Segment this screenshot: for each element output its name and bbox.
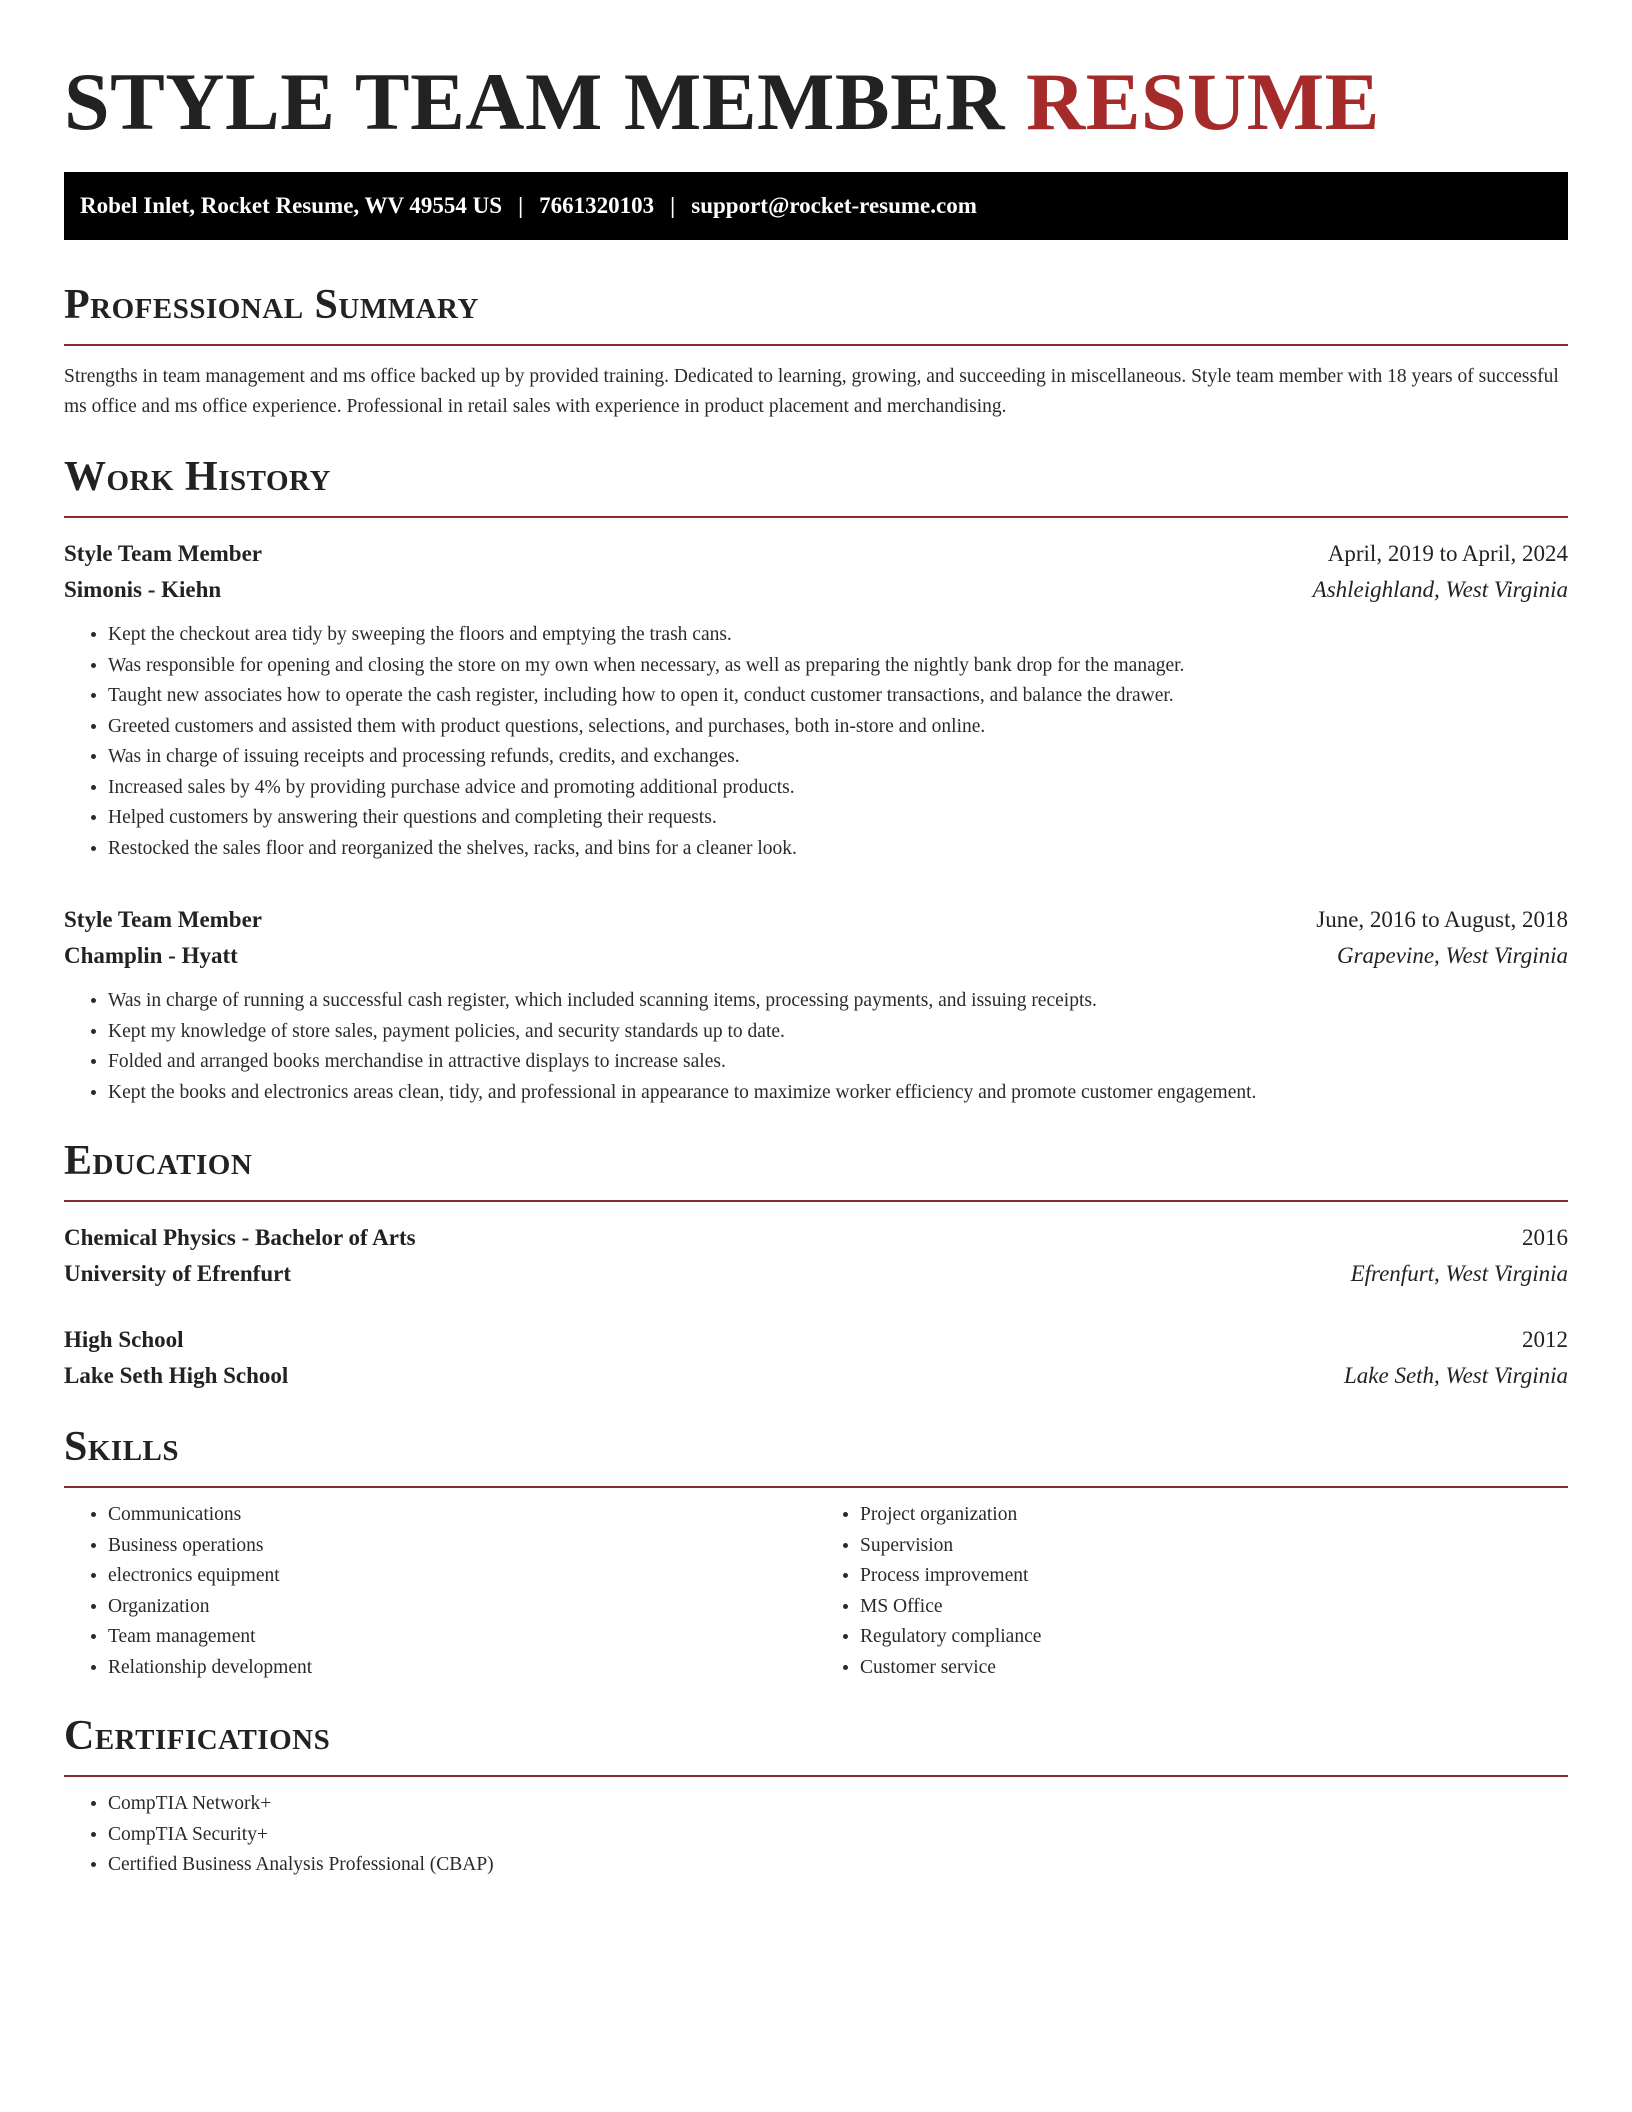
job-company: Champlin - Hyatt — [64, 943, 238, 968]
job-bullet: • Was responsible for opening and closing the store on my own when necessary, as well as preparing the nightly bank drop for the manager. — [108, 651, 1568, 682]
job-bullets — [64, 620, 1568, 864]
job-bullet: • Greeted customers and assisted them with product questions, selections, and purchases, both in-store and online. — [108, 712, 1568, 743]
certification-item: • CompTIA Network+ — [108, 1789, 1568, 1820]
contact-address: Robel Inlet, Rocket Resume, WV 49554 US — [80, 193, 503, 218]
contact-bar — [64, 172, 1568, 240]
education-year: 2012 — [1522, 1327, 1568, 1352]
job-bullet: • Was in charge of issuing receipts and processing refunds, credits, and exchanges. — [108, 742, 1568, 773]
education-location: Efrenfurt, West Virginia — [1350, 1261, 1568, 1286]
contact-separator: | — [670, 193, 676, 218]
job-bullet: • Kept the checkout area tidy by sweeping the floors and emptying the trash cans. — [108, 620, 1568, 651]
skill-item: • Process improvement — [860, 1561, 1568, 1592]
skill-item: • Regulatory compliance — [860, 1622, 1568, 1653]
section-heading: Professional Summary — [64, 282, 479, 328]
job-bullet: • Kept the books and electronics areas clean, tidy, and professional in appearance to maximize worker efficiency and promote customer engagement. — [108, 1078, 1568, 1109]
contact-phone: 7661320103 — [539, 193, 655, 218]
skills-section — [64, 1422, 1568, 1683]
work-history-section — [64, 452, 1568, 1108]
summary-section — [64, 280, 1568, 422]
section-heading: Certifications — [64, 1713, 331, 1759]
section-heading: Education — [64, 1138, 253, 1184]
skill-item: • Organization — [108, 1592, 816, 1623]
skill-item: • electronics equipment — [108, 1561, 816, 1592]
skill-item: • Relationship development — [108, 1653, 816, 1684]
job-bullets — [64, 986, 1568, 1108]
skill-item: • Communications — [108, 1500, 816, 1531]
skills-column-left — [64, 1500, 816, 1683]
section-divider — [64, 516, 1568, 518]
job-dates: April, 2019 to April, 2024 — [1327, 541, 1568, 566]
job-dates: June, 2016 to August, 2018 — [1316, 907, 1568, 932]
title-main: STYLE TEAM MEMBER — [64, 56, 1006, 147]
education-year: 2016 — [1522, 1225, 1568, 1250]
job-title: Style Team Member — [64, 907, 263, 932]
section-divider — [64, 1775, 1568, 1777]
job-bullet: • Increased sales by 4% by providing purchase advice and promoting additional products. — [108, 773, 1568, 804]
section-divider — [64, 344, 1568, 346]
skill-item: • Customer service — [860, 1653, 1568, 1684]
skill-item: • MS Office — [860, 1592, 1568, 1623]
certifications-list — [64, 1789, 1568, 1881]
section-divider — [64, 1486, 1568, 1488]
job-location: Ashleighland, West Virginia — [1312, 577, 1568, 602]
skill-item: • Team management — [108, 1622, 816, 1653]
skill-item: • Project organization — [860, 1500, 1568, 1531]
skills-grid — [64, 1500, 1568, 1683]
job-location: Grapevine, West Virginia — [1336, 943, 1568, 968]
summary-text: Strengths in team management and ms office backed up by provided training. Dedicated to learning, growing, and succeeding in miscellaneous. Style team member with 18 years of successful ms office and ms office experience. Professional in retail sales with experience in product placement and merchandising. — [64, 366, 1559, 417]
contact-separator: | — [518, 193, 524, 218]
job-bullet: • Folded and arranged books merchandise in attractive displays to increase sales. — [108, 1047, 1568, 1078]
job-bullet: • Was in charge of running a successful cash register, which included scanning items, processing payments, and issuing receipts. — [108, 986, 1568, 1017]
education-section — [64, 1136, 1568, 1394]
education-school: Lake Seth High School — [64, 1363, 289, 1388]
job-entry — [64, 902, 1568, 1108]
job-title: Style Team Member — [64, 541, 263, 566]
section-heading: Skills — [64, 1424, 180, 1470]
job-bullet: • Taught new associates how to operate the cash register, including how to open it, conduct customer transactions, and balance the drawer. — [108, 681, 1568, 712]
section-divider — [64, 1200, 1568, 1202]
job-entry — [64, 536, 1568, 864]
certifications-section — [64, 1711, 1568, 1881]
contact-email: support@rocket-resume.com — [691, 193, 977, 218]
section-heading: Work History — [64, 454, 331, 500]
education-entry — [64, 1220, 1568, 1292]
skill-item: • Supervision — [860, 1531, 1568, 1562]
title-accent: RESUME — [1026, 56, 1380, 147]
job-bullet: • Kept my knowledge of store sales, payment policies, and security standards up to date. — [108, 1017, 1568, 1048]
education-entry — [64, 1322, 1568, 1394]
job-bullet: • Helped customers by answering their questions and completing their requests. — [108, 803, 1568, 834]
education-degree: High School — [64, 1327, 184, 1352]
job-company: Simonis - Kiehn — [64, 577, 222, 602]
skills-column-right — [816, 1500, 1568, 1683]
education-degree: Chemical Physics - Bachelor of Arts — [64, 1225, 416, 1250]
certification-item: • CompTIA Security+ — [108, 1820, 1568, 1851]
skill-item: • Business operations — [108, 1531, 816, 1562]
education-location: Lake Seth, West Virginia — [1343, 1363, 1568, 1388]
certification-item: • Certified Business Analysis Professional (CBAP) — [108, 1850, 1568, 1881]
resume-title — [64, 54, 1568, 150]
education-school: University of Efrenfurt — [64, 1261, 291, 1286]
job-bullet: • Restocked the sales floor and reorganized the shelves, racks, and bins for a cleaner look. — [108, 834, 1568, 865]
